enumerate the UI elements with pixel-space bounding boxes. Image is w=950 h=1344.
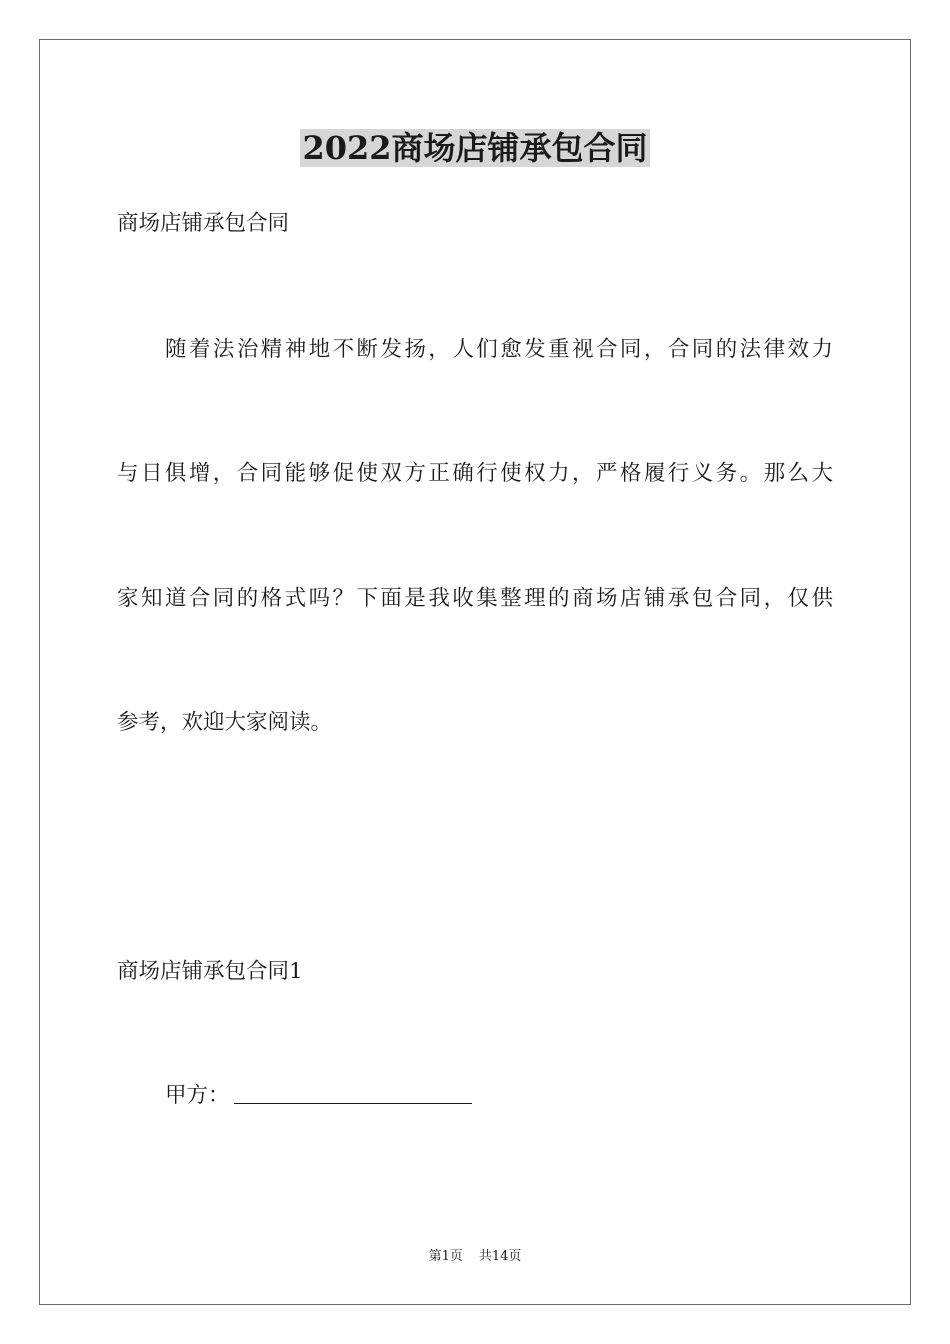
subtitle: 商场店铺承包合同 xyxy=(117,211,290,236)
intro-line-2: 与日俱增，合同能够促使双方正确行使权力，严格履行义务。那么大 xyxy=(117,461,833,486)
party-a-label: 甲方： xyxy=(165,1083,230,1108)
document-title xyxy=(0,124,950,172)
intro-line-1: 随着法治精神地不断发扬，人们愈发重视合同，合同的法律效力 xyxy=(165,337,833,362)
intro-line-4: 参考，欢迎大家阅读。 xyxy=(117,710,333,735)
section-heading: 商场店铺承包合同1 xyxy=(117,959,303,984)
page-total: 共14页 xyxy=(478,1249,522,1264)
intro-line-3: 家知道合同的格式吗？下面是我收集整理的商场店铺承包合同，仅供 xyxy=(117,586,833,611)
page-number: 第1页 xyxy=(428,1249,463,1264)
document-title-text: 2022商场店铺承包合同 xyxy=(302,129,648,167)
party-a-blank-field xyxy=(234,1083,472,1104)
party-a-row xyxy=(165,1081,472,1111)
page-footer xyxy=(0,1247,950,1267)
